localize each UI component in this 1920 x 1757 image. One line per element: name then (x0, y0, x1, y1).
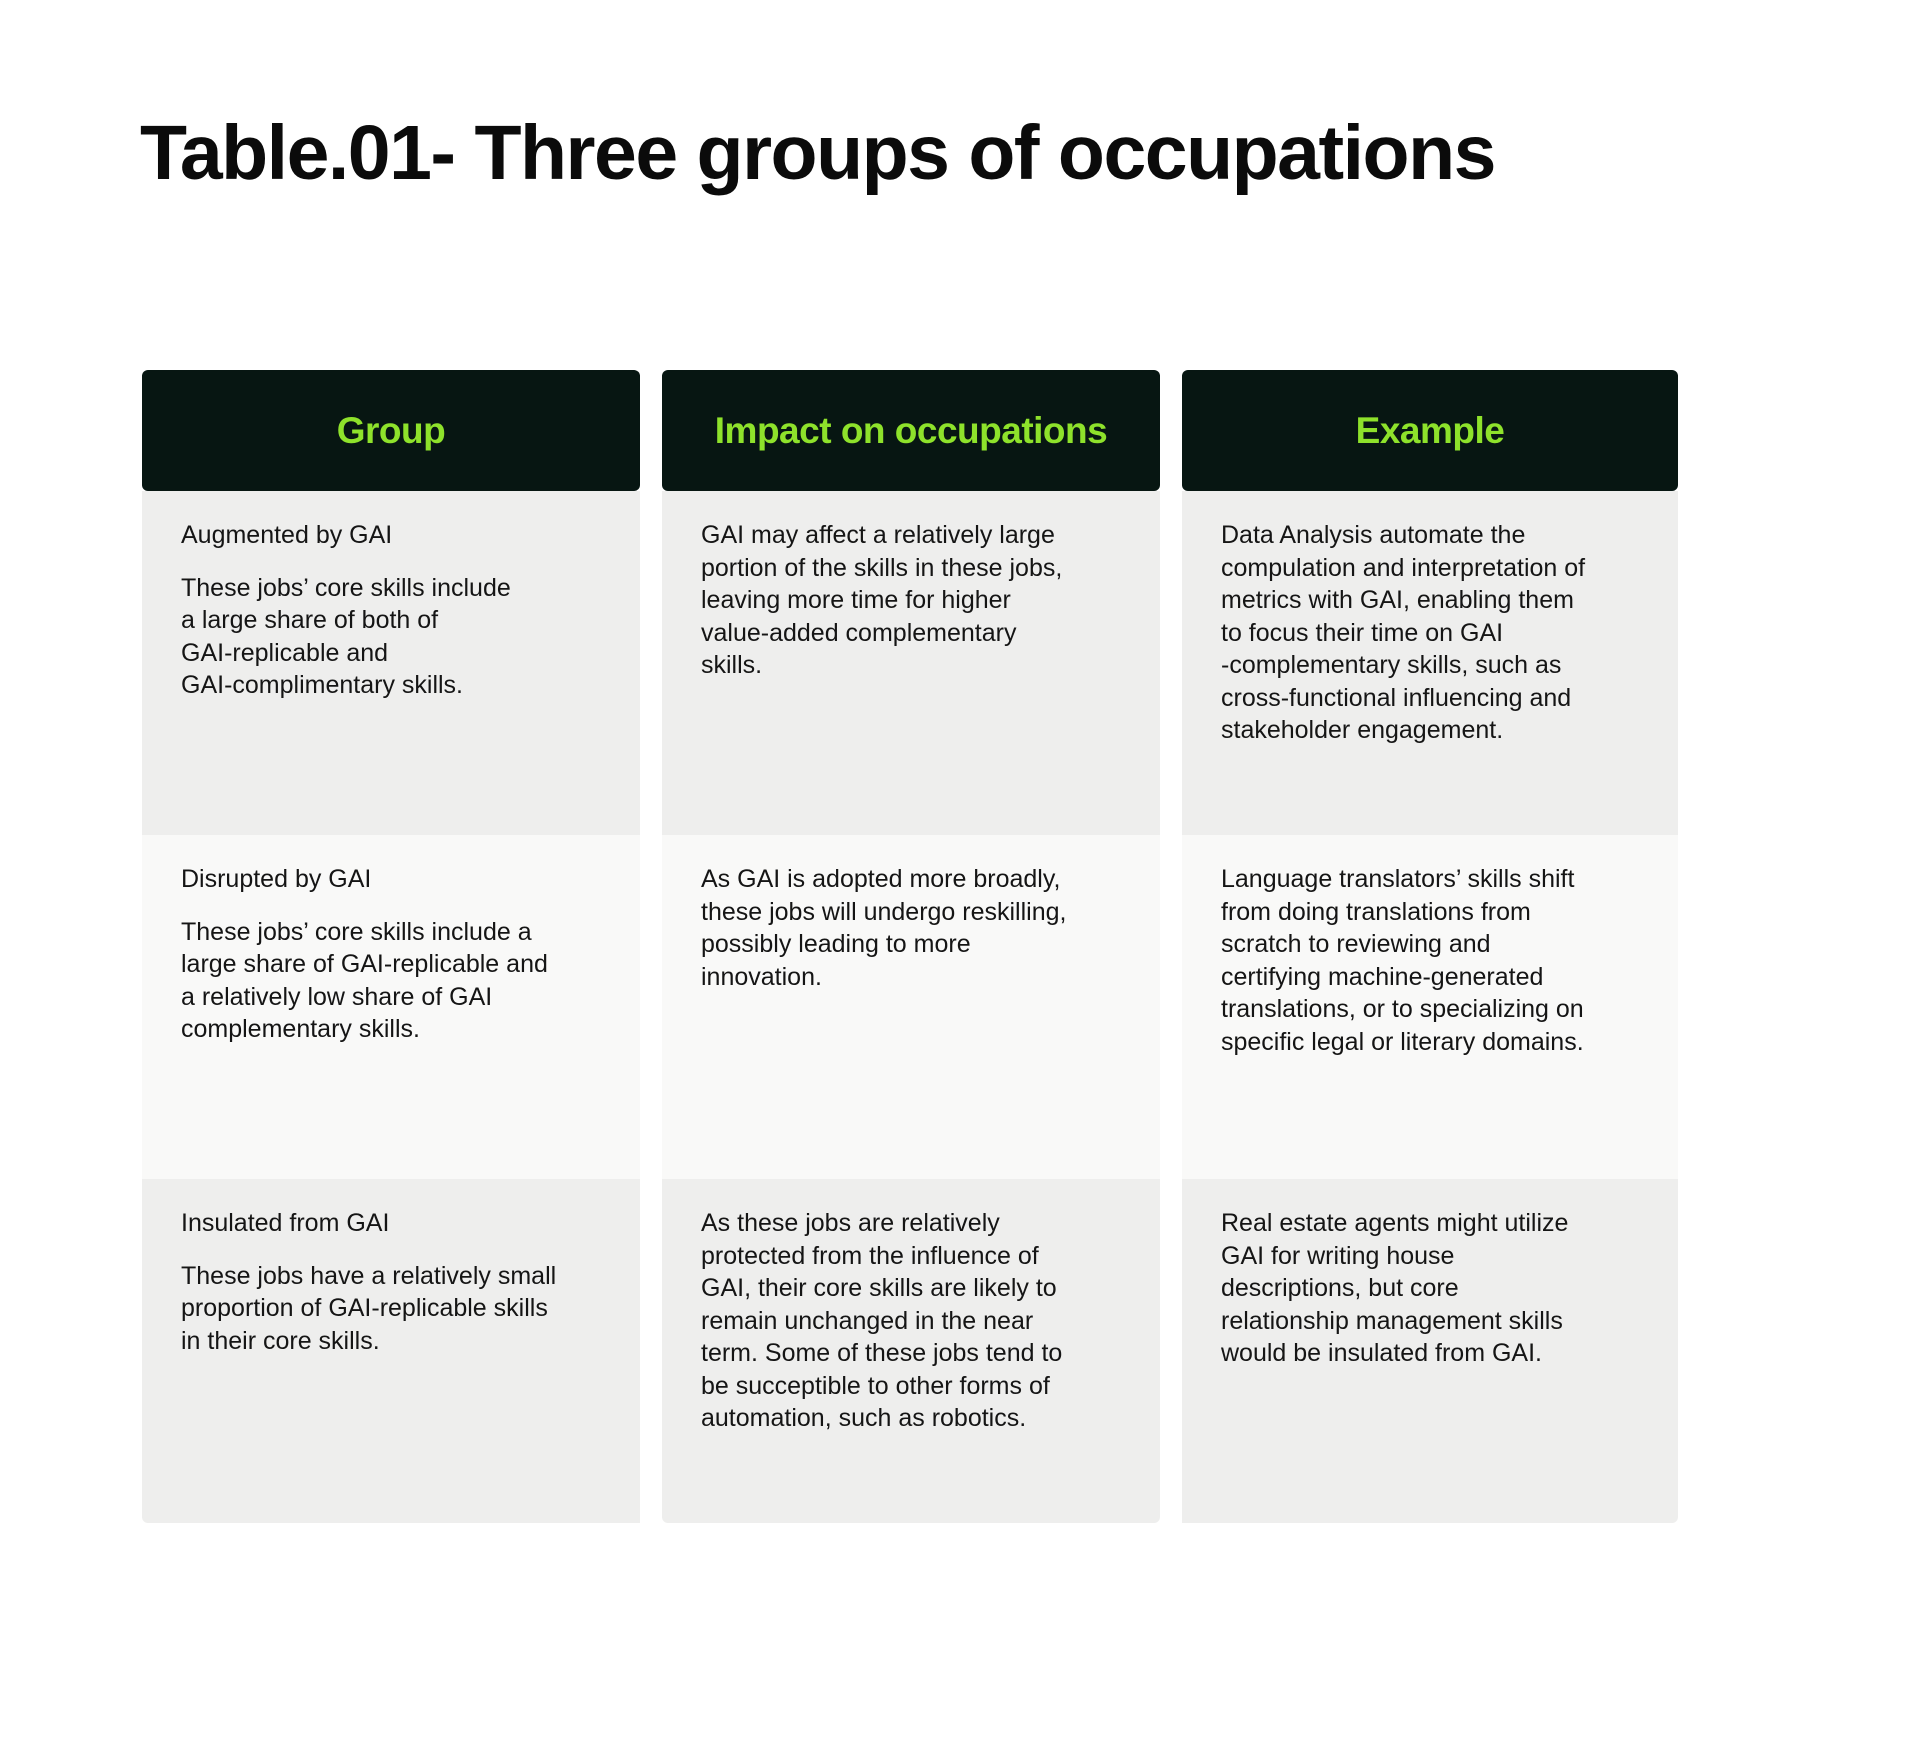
group-name: Disrupted by GAI (181, 865, 372, 893)
group-name: Insulated from GAI (181, 1209, 390, 1237)
example-text: Language translators’ skills shift from doing translations from scratch to reviewing and certifying machine-generated translations, or to specializing on specific legal or literary domains. (1221, 865, 1584, 1056)
impact-text: As GAI is adopted more broadly, these jobs will undergo reskilling, possibly leading to more innovation. (701, 865, 1067, 991)
table-row (142, 835, 1678, 1179)
example-text: Data Analysis automate the compulation and interpretation of metrics with GAI, enabling them to focus their time on GAI -complementary skills, such as cross-functional influencing and stakeholder engagement. (1221, 521, 1586, 744)
impact-cell (662, 835, 1160, 1179)
table-row (142, 1179, 1678, 1523)
group-description: These jobs have a relatively small proportion of GAI-replicable skills in their core skills. (181, 1261, 557, 1355)
page-title: Table.01- Three groups of occupations (140, 110, 1495, 196)
group-description: These jobs’ core skills include a large share of GAI-replicable and a relatively low share of GAI complementary skills. (181, 917, 548, 1043)
example-cell (1182, 1179, 1678, 1523)
group-cell (142, 1179, 640, 1523)
header-group: Group (142, 370, 640, 491)
table-row (142, 491, 1678, 835)
example-text: Real estate agents might utilize GAI for writing house descriptions, but core relationship management skills would be insulated from GAI. (1221, 1209, 1569, 1367)
occupation-groups-table (142, 370, 1678, 1523)
example-cell (1182, 835, 1678, 1179)
impact-cell (662, 491, 1160, 835)
header-example: Example (1182, 370, 1678, 491)
impact-text: GAI may affect a relatively large portion of the skills in these jobs, leaving more time for higher value-added complementary skills. (701, 521, 1063, 679)
impact-cell (662, 1179, 1160, 1523)
group-name: Augmented by GAI (181, 521, 393, 549)
example-cell (1182, 491, 1678, 835)
impact-text: As these jobs are relatively protected from the influence of GAI, their core skills are likely to remain unchanged in the near term. Some of these jobs tend to be succeptible to other forms of automation, such as robotics. (701, 1209, 1063, 1432)
header-impact: Impact on occupations (662, 370, 1160, 491)
group-cell (142, 491, 640, 835)
table-header-row (142, 370, 1678, 491)
group-cell (142, 835, 640, 1179)
group-description: These jobs’ core skills include a large share of both of GAI-replicable and GAI-complimentary skills. (181, 573, 511, 699)
